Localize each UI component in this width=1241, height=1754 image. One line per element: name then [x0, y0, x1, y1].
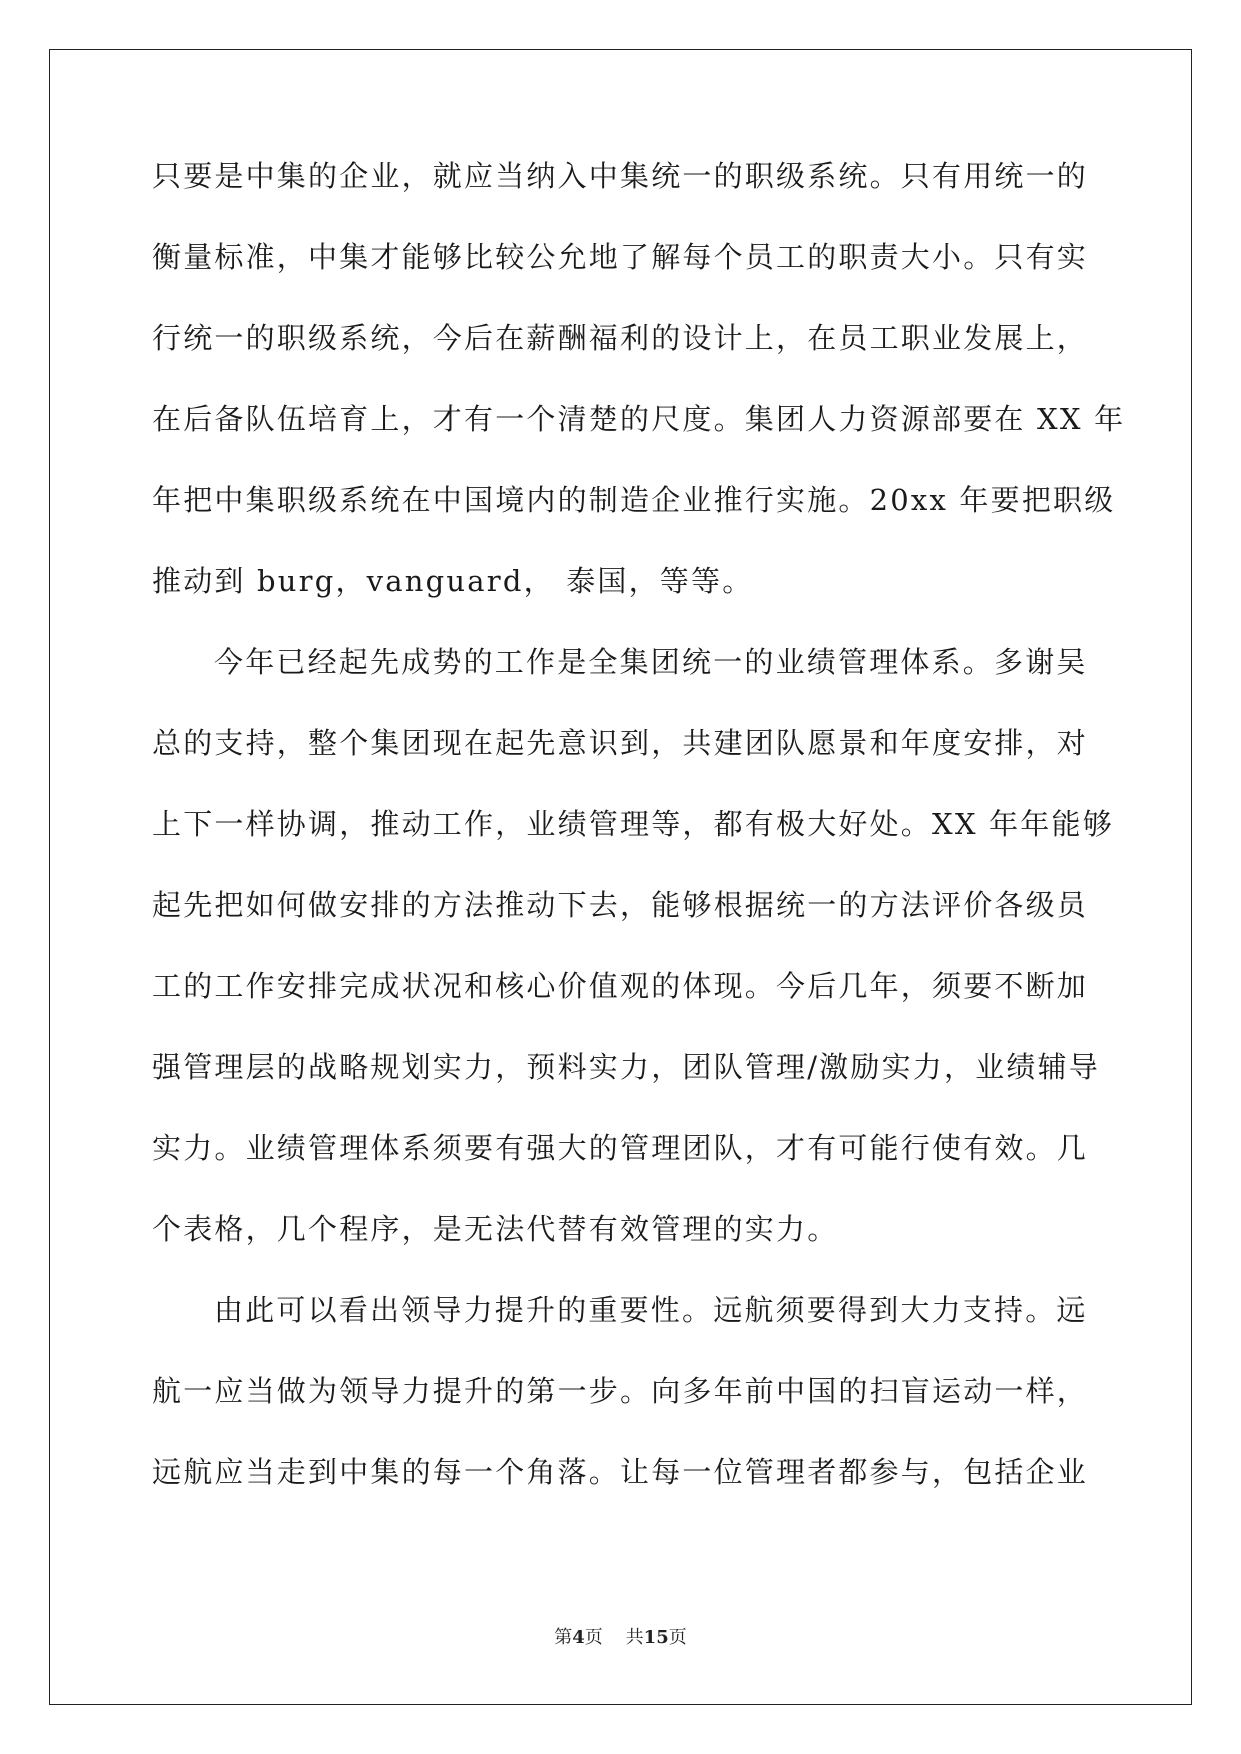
- text-line: 上下一样协调，推动工作，业绩管理等，都有极大好处。XX 年年能够: [152, 807, 1114, 841]
- text-line: 航一应当做为领导力提升的第一步。向多年前中国的扫盲运动一样，: [152, 1374, 1089, 1408]
- text-line: 只要是中集的企业，就应当纳入中集统一的职级系统。只有用统一的: [152, 159, 1089, 193]
- paragraph-start-line: 由此可以看出领导力提升的重要性。远航须要得到大力支持。远: [214, 1293, 1088, 1327]
- text-line: 行统一的职级系统，今后在薪酬福利的设计上，在员工职业发展上，: [152, 321, 1089, 355]
- text-line: 在后备队伍培育上，才有一个清楚的尺度。集团人力资源部要在 XX 年: [152, 402, 1126, 436]
- total-pages: 15: [643, 1627, 669, 1648]
- text-line: 强管理层的战略规划实力，预料实力，团队管理/激励实力，业绩辅导: [152, 1050, 1100, 1084]
- page-prefix: 第: [554, 1627, 573, 1648]
- page-footer: [0, 1626, 1241, 1650]
- page-number: 4: [572, 1627, 585, 1648]
- document-body: [152, 158, 1126, 1535]
- total-suffix: 页: [668, 1627, 687, 1648]
- text-line: 远航应当走到中集的每一个角落。让每一位管理者都参与，包括企业: [152, 1455, 1089, 1489]
- text-line: 工的工作安排完成状况和核心价值观的体现。今后几年，须要不断加: [152, 969, 1089, 1003]
- paragraph-start-line: 今年已经起先成势的工作是全集团统一的业绩管理体系。多谢吴: [214, 645, 1088, 679]
- text-line: 年把中集职级系统在中国境内的制造企业推行实施。20xx 年要把职级: [152, 483, 1116, 517]
- text-line: 起先把如何做安排的方法推动下去，能够根据统一的方法评价各级员: [152, 888, 1089, 922]
- text-line: 实力。业绩管理体系须要有强大的管理团队，才有可能行使有效。几: [152, 1131, 1089, 1165]
- page-suffix: 页: [584, 1627, 603, 1648]
- text-line: 总的支持，整个集团现在起先意识到，共建团队愿景和年度安排，对: [152, 726, 1089, 760]
- text-line: 衡量标准，中集才能够比较公允地了解每个员工的职责大小。只有实: [152, 240, 1089, 274]
- text-line: 个表格，几个程序，是无法代替有效管理的实力。: [152, 1212, 839, 1246]
- text-line: 推动到 burg，vanguard， 泰国，等等。: [152, 564, 754, 598]
- total-prefix: 共: [625, 1627, 644, 1648]
